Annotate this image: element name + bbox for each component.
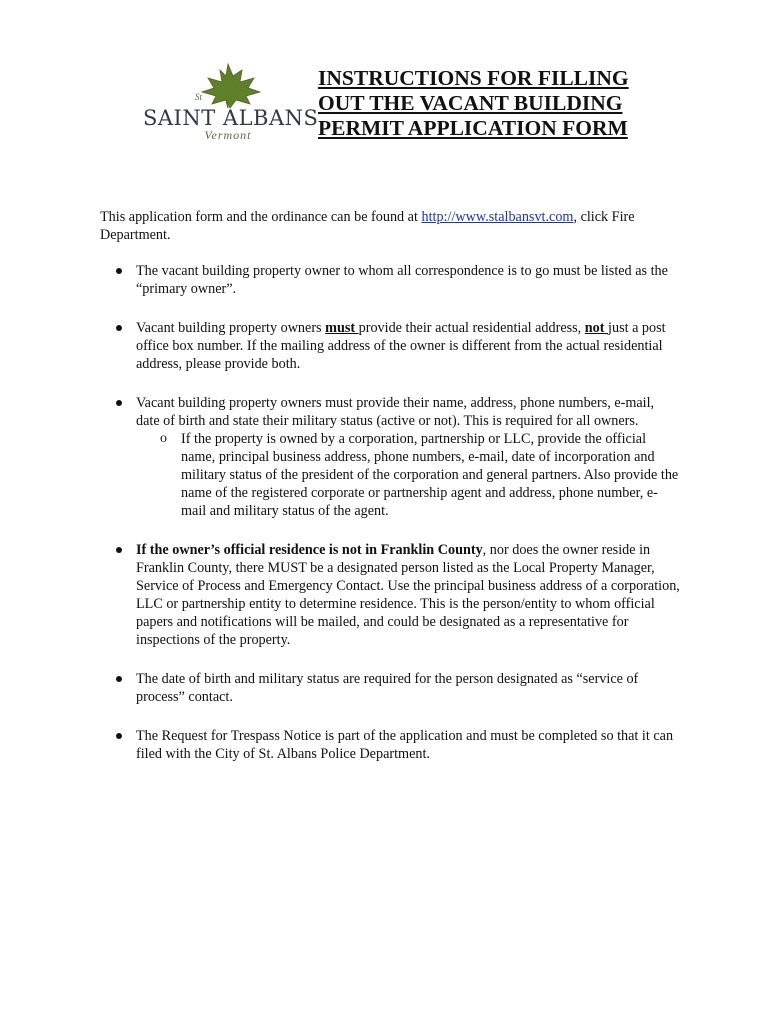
bullet-icon xyxy=(116,733,122,739)
list-item xyxy=(100,670,680,706)
logo-st-text: St xyxy=(195,92,203,102)
intro-text-after: , click Fire Department. xyxy=(100,209,635,243)
bullet-icon xyxy=(116,547,122,553)
list-item xyxy=(100,727,680,763)
intro-paragraph xyxy=(100,208,680,244)
bullet-text: just a post office box number. If the mailing address of the owner is different from the actual residential address, please provide both. xyxy=(136,320,666,372)
instructions-list xyxy=(100,262,680,763)
bullet-icon xyxy=(116,268,122,274)
sub-bullet-text: If the property is owned by a corporation, partnership or LLC, provide the official name, principal business address, phone numbers, e-mail, date of incorporation and military status of the president of the corporation and general partners. Also provide the name of the registered corporate or partnership agent and address, phone number, e-mail and military status of the agent. xyxy=(181,431,679,519)
bullet-icon xyxy=(116,325,122,331)
bullet-bold-text: If the owner’s official residence is not in Franklin County xyxy=(136,542,483,558)
bullet-text: The vacant building property owner to whom all correspondence is to go must be listed as the “primary owner”. xyxy=(136,263,668,297)
saint-albans-logo xyxy=(143,62,319,144)
bullet-icon xyxy=(116,676,122,682)
page-title xyxy=(318,66,678,141)
intro-text: This application form and the ordinance can be found at xyxy=(100,209,422,225)
list-item xyxy=(100,319,680,373)
website-link[interactable]: http://www.stalbansvt.com xyxy=(421,209,574,225)
bullet-text: Vacant building property owners xyxy=(136,320,326,336)
title-line-2: OUT THE VACANT BUILDING xyxy=(318,91,623,115)
list-item xyxy=(100,541,680,649)
logo-name: SAINT ALBANS xyxy=(143,106,319,130)
list-item xyxy=(100,262,680,298)
sub-list xyxy=(136,430,680,520)
title-line-3: PERMIT APPLICATION FORM xyxy=(318,116,628,140)
bullet-text: The Request for Trespass Notice is part of the application and must be completed so that it can filed with the City of St. Albans Police Department. xyxy=(136,728,674,762)
not-emphasis: not xyxy=(584,320,609,336)
maple-leaf-icon xyxy=(190,62,266,110)
hollow-bullet-icon: o xyxy=(160,431,167,446)
must-emphasis: must xyxy=(325,320,359,336)
bullet-text: The date of birth and military status are required for the person designated as “service of process” contact. xyxy=(136,671,639,705)
list-item xyxy=(100,394,680,520)
bullet-text: provide their actual residential address, xyxy=(358,320,585,336)
bullet-text: , nor does the owner reside in Franklin County, there MUST be a designated person listed as the Local Property Manager, Service of Process and Emergency Contact. Use the principal business address of a corporation, LLC or partnership entity to determine residence. This is the person/entity to whom official papers and notifications will be mailed, and could be designated as a representative for inspections of the property. xyxy=(136,542,680,648)
logo-state: Vermont xyxy=(204,128,252,142)
title-line-1: INSTRUCTIONS FOR FILLING xyxy=(318,66,629,90)
bullet-text: Vacant building property owners must provide their name, address, phone numbers, e-mail, date of birth and state their military status (active or not). This is required for all owners. xyxy=(136,395,655,429)
sub-list-item xyxy=(136,430,680,520)
bullet-icon xyxy=(116,400,122,406)
